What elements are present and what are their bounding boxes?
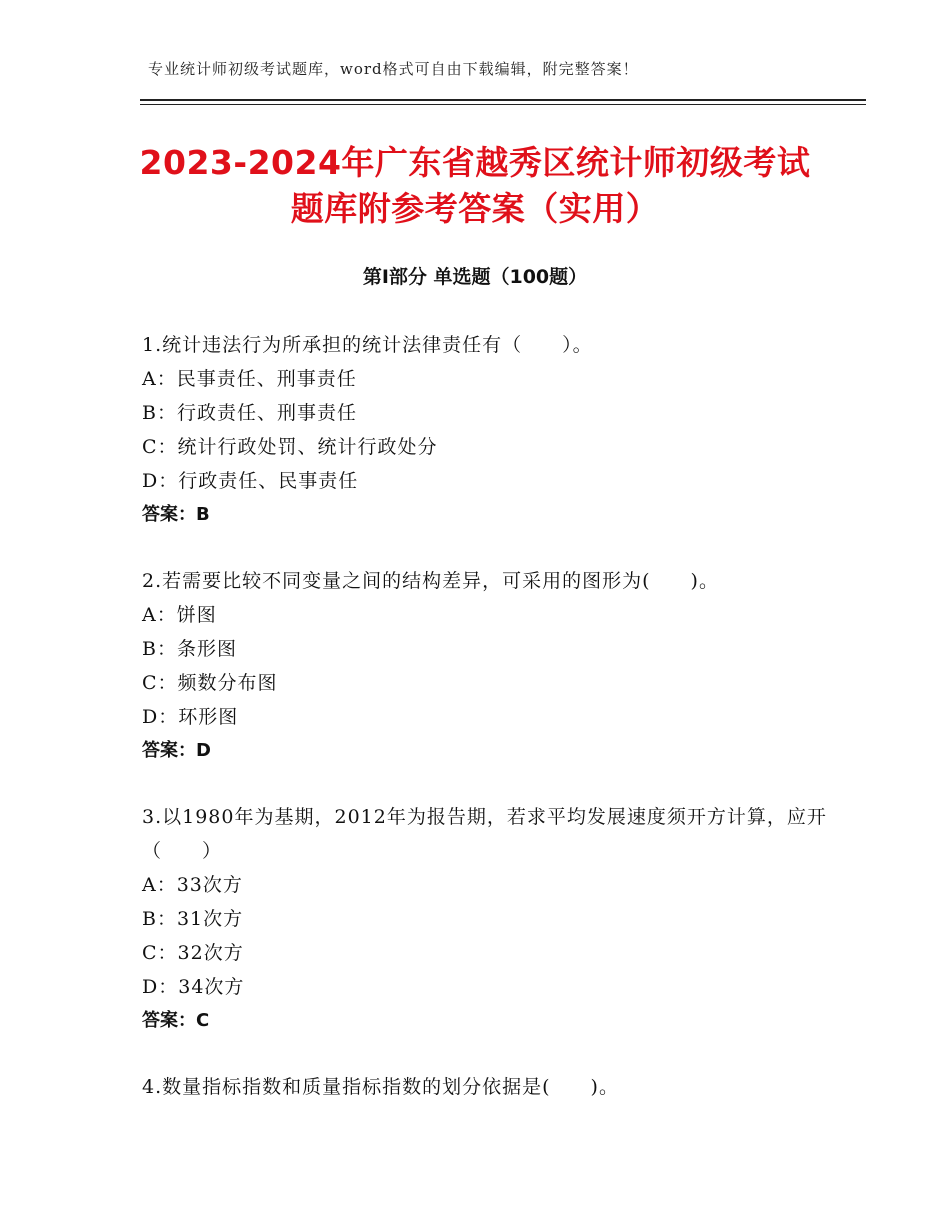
question-3 [142,800,862,1038]
option-b: B：行政责任、刑事责任 [142,402,357,424]
option-d: D：环形图 [142,706,239,728]
section-title: 第Ⅰ部分 单选题（100题） [362,266,588,288]
document-title [100,140,850,232]
answer: 答案：B [142,504,210,525]
option-c: C：频数分布图 [142,672,278,694]
question-1 [142,328,862,532]
question-text: 4.数量指标指数和质量指标指数的划分依据是( )。 [142,1076,619,1098]
option-a: A：民事责任、刑事责任 [142,368,357,390]
question-text: 2.若需要比较不同变量之间的结构差异，可采用的图形为( )。 [142,570,719,592]
option-b: B：条形图 [142,638,237,660]
option-c: C：统计行政处罚、统计行政处分 [142,436,438,458]
option-a: A：33次方 [142,874,243,896]
page-header-text: 专业统计师初级考试题库，word格式可自由下载编辑，附完整答案！ [148,60,639,78]
question-list [142,328,862,1136]
option-d: D：34次方 [142,976,245,998]
question-text: 3.以1980年为基期，2012年为报告期，若求平均发展速度须开方计算，应开（ ） [142,806,827,862]
document-title-line-1: 2023-2024年广东省越秀区统计师初级考试 [139,143,811,182]
header-rule-thin [140,104,866,105]
question-2 [142,564,862,768]
option-d: D：行政责任、民事责任 [142,470,359,492]
option-b: B：31次方 [142,908,244,930]
question-text: 1.统计违法行为所承担的统计法律责任有（ ）。 [142,334,593,356]
question-4 [142,1070,862,1104]
option-a: A：饼图 [142,604,217,626]
answer: 答案：D [142,740,211,761]
option-c: C：32次方 [142,942,244,964]
document-title-line-2: 题库附参考答案（实用） [290,189,660,228]
header-rule-thick [140,99,866,101]
answer: 答案：C [142,1010,210,1031]
